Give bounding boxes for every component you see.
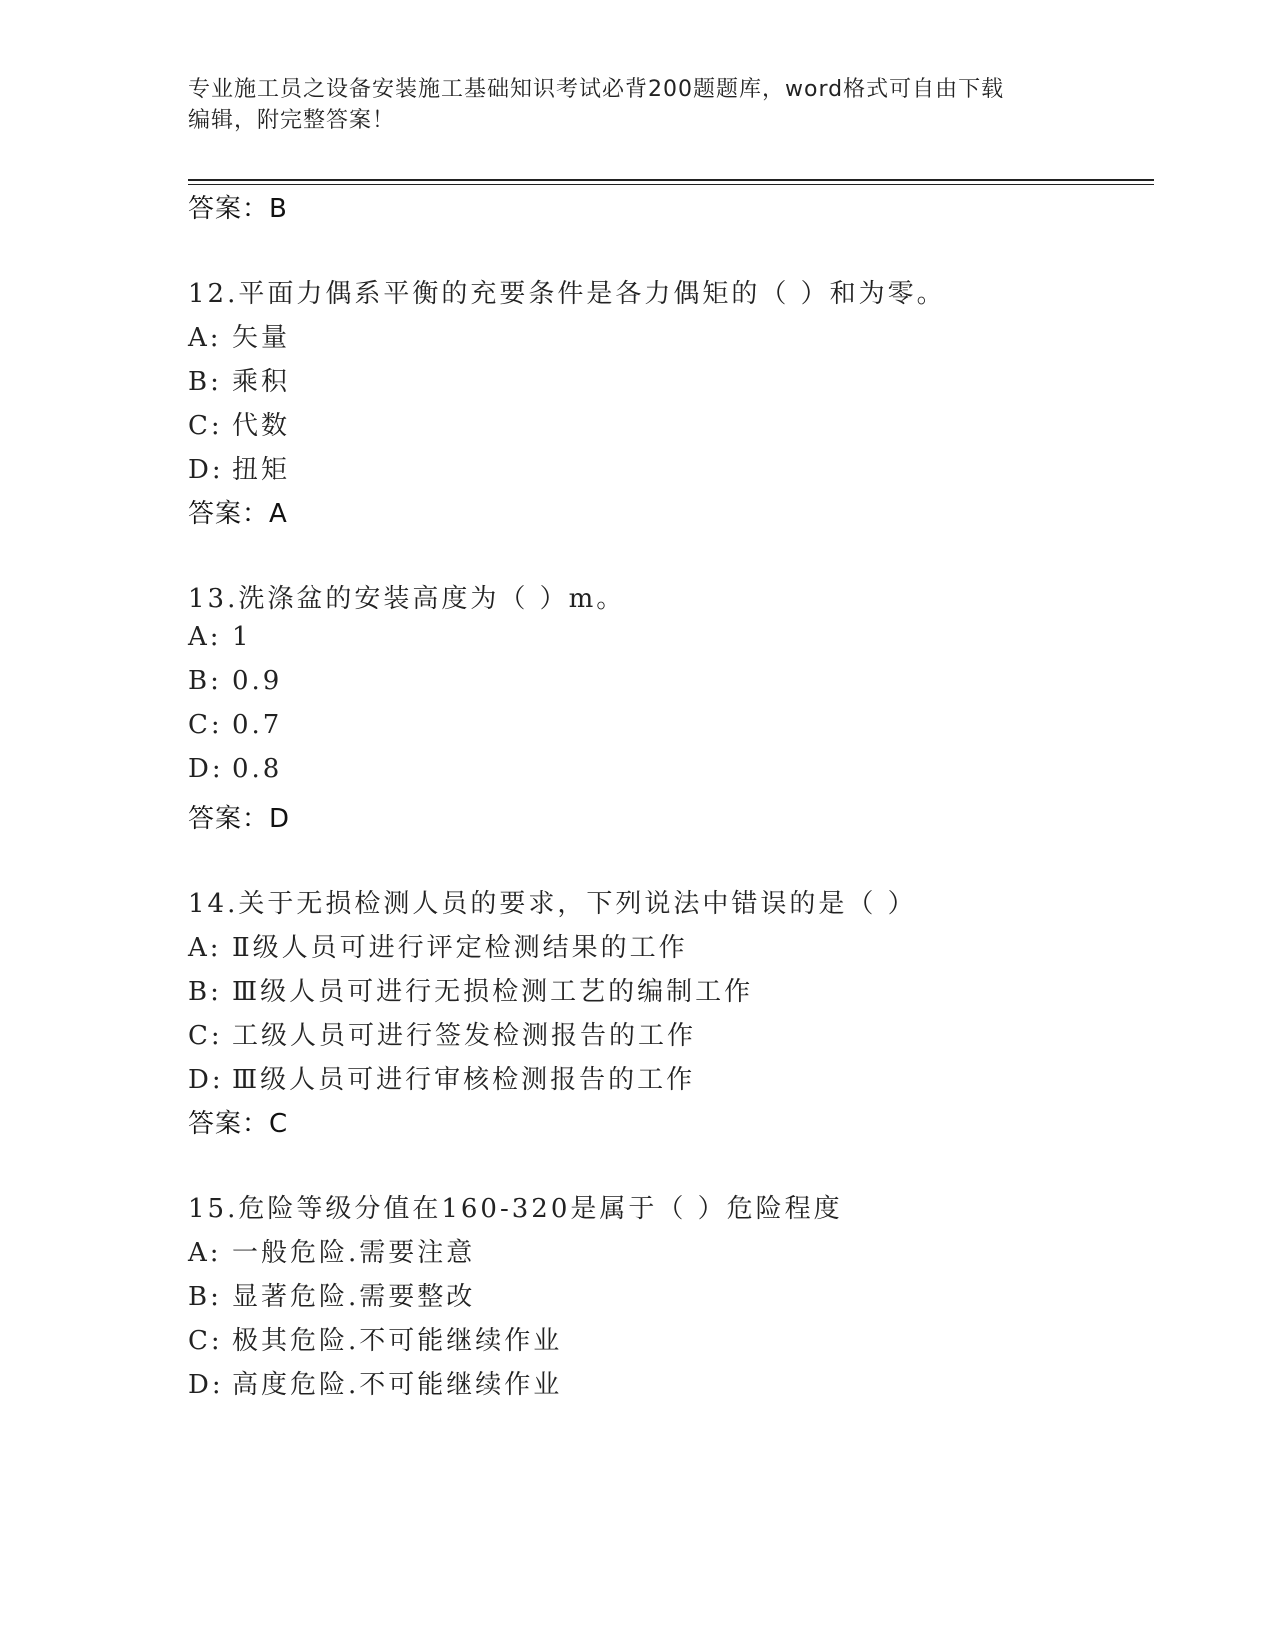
option-text: 乘积 xyxy=(232,367,291,397)
option-label: B: xyxy=(188,1282,222,1312)
option-label: B: xyxy=(188,977,222,1007)
question-12-answer: 答案：A xyxy=(188,499,288,529)
question-12-option-b xyxy=(188,361,290,398)
question-13-option-b xyxy=(188,666,282,696)
option-label: D: xyxy=(188,1370,224,1400)
option-text: 1 xyxy=(232,622,252,652)
question-13-answer: 答案：D xyxy=(188,804,291,834)
question-15-option-d xyxy=(188,1364,562,1401)
document-header xyxy=(188,74,1078,136)
option-label: D: xyxy=(188,754,224,784)
question-13-option-a xyxy=(188,622,252,652)
option-text: 0.9 xyxy=(232,666,283,696)
option-label: B: xyxy=(188,367,222,397)
option-label: D: xyxy=(188,1065,224,1095)
option-label: C: xyxy=(188,1326,223,1356)
question-13-option-d xyxy=(188,754,282,784)
question-15-option-c xyxy=(188,1320,562,1357)
question-12-option-a xyxy=(188,317,290,354)
option-text: 显著危险.需要整改 xyxy=(232,1282,476,1312)
question-14-stem: 14.关于无损检测人员的要求，下列说法中错误的是（ ） xyxy=(188,889,917,919)
option-text: Ⅱ级人员可进行评定检测结果的工作 xyxy=(232,933,688,963)
option-text: 矢量 xyxy=(232,323,291,353)
option-text: 高度危险.不可能继续作业 xyxy=(232,1370,563,1400)
question-14-option-b xyxy=(188,971,753,1008)
option-label: A: xyxy=(188,1238,222,1268)
question-15-option-b xyxy=(188,1276,475,1313)
question-12-option-d xyxy=(188,449,290,486)
option-label: C: xyxy=(188,411,223,441)
question-13-stem: 13.洗涤盆的安装高度为（ ）m。 xyxy=(188,584,626,614)
option-text: 极其危险.不可能继续作业 xyxy=(232,1326,563,1356)
answer-prev: 答案：B xyxy=(188,194,288,224)
option-label: C: xyxy=(188,1021,223,1051)
question-14-answer: 答案：C xyxy=(188,1109,289,1139)
question-12-option-c xyxy=(188,405,290,442)
option-text: 0.7 xyxy=(232,710,283,740)
question-13-option-c xyxy=(188,710,282,740)
question-12-stem: 12.平面力偶系平衡的充要条件是各力偶矩的（ ）和为零。 xyxy=(188,279,946,309)
question-14-option-a xyxy=(188,927,688,964)
option-label: A: xyxy=(188,933,222,963)
option-text: 0.8 xyxy=(232,754,283,784)
option-label: A: xyxy=(188,323,222,353)
question-15-option-a xyxy=(188,1232,475,1269)
option-text: 工级人员可进行签发检测报告的工作 xyxy=(232,1021,697,1051)
option-text: 代数 xyxy=(232,411,291,441)
option-label: D: xyxy=(188,455,224,485)
question-14-option-c xyxy=(188,1015,696,1052)
option-label: B: xyxy=(188,666,222,696)
header-line-2: 编辑，附完整答案！ xyxy=(188,108,396,133)
option-label: A: xyxy=(188,622,222,652)
option-text: Ⅲ级人员可进行审核检测报告的工作 xyxy=(232,1065,696,1095)
option-label: C: xyxy=(188,710,223,740)
question-14-option-d xyxy=(188,1059,695,1096)
option-text: Ⅲ级人员可进行无损检测工艺的编制工作 xyxy=(232,977,754,1007)
header-line-1: 专业施工员之设备安装施工基础知识考试必背200题题库，word格式可自由下载 xyxy=(188,77,1005,102)
header-rule-thin xyxy=(188,184,1154,185)
header-rule-thick xyxy=(188,179,1154,181)
question-15-stem: 15.危险等级分值在160-320是属于（ ）危险程度 xyxy=(188,1194,843,1224)
option-text: 扭矩 xyxy=(232,455,291,485)
option-text: 一般危险.需要注意 xyxy=(232,1238,476,1268)
